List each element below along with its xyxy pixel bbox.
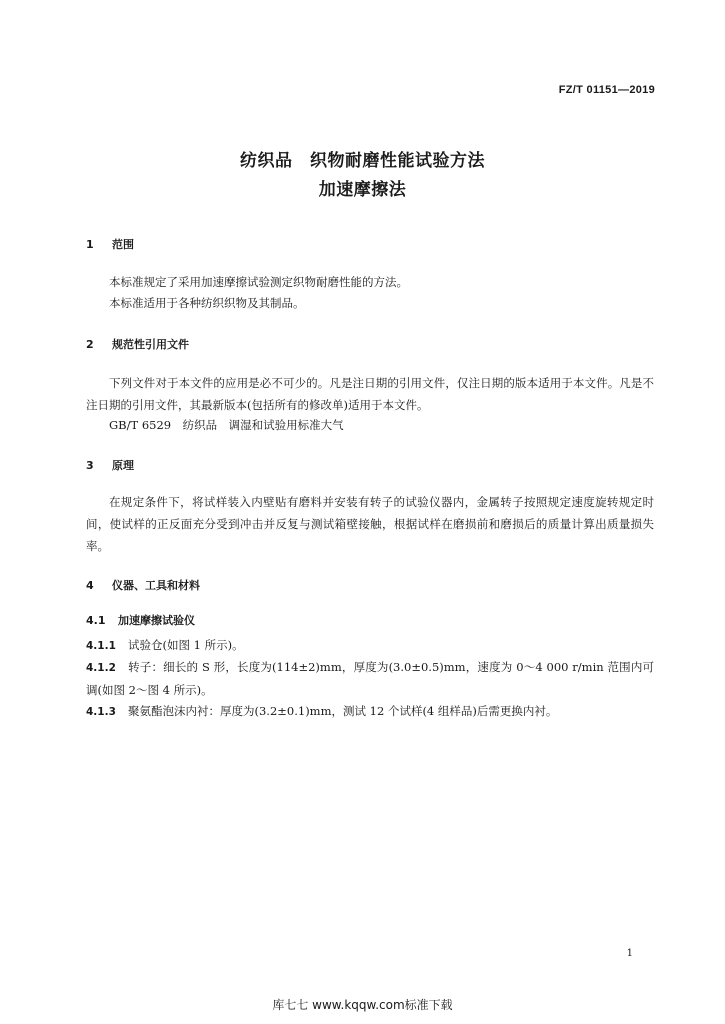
item-number: 4.1.2	[86, 662, 116, 674]
item-4-1-1	[86, 634, 654, 657]
section-title: 原理	[112, 459, 134, 472]
item-text: 试验仓(如图 1 所示)。	[128, 638, 244, 652]
section-title: 范围	[112, 238, 134, 251]
section-2-paragraph-1: 下列文件对于本文件的应用是必不可少的。凡是注日期的引用文件，仅注日期的版本适用于本文件。凡是不注日期的引用文件，其最新版本(包括所有的修改单)适用于本文件。	[86, 376, 654, 412]
section-title: 规范性引用文件	[112, 338, 189, 351]
item-4-1-3	[86, 700, 654, 723]
section-3-heading	[86, 457, 134, 473]
standard-code: FZ/T 01151—2019	[558, 84, 655, 96]
section-2-reference: GB/T 6529 纺织品 调湿和试验用标准大气	[109, 418, 344, 432]
item-number: 4.1.3	[86, 706, 116, 718]
section-number: 3	[86, 459, 94, 472]
page-number: 1	[626, 948, 633, 959]
section-title: 仪器、工具和材料	[112, 579, 200, 592]
item-4-1-2	[86, 656, 654, 701]
section-4-heading	[86, 577, 200, 593]
section-3-paragraph-1: 在规定条件下，将试样装入内壁贴有磨料并安装有转子的试验仪器内，金属转子按照规定速度旋转规定时间，使试样的正反面充分受到冲击并反复与测试箱壁接触，根据试样在磨损前和磨损后的质量计算出质量损失率。	[86, 495, 654, 553]
section-number: 1	[86, 238, 94, 251]
section-1-paragraph-1: 本标准规定了采用加速摩擦试验测定织物耐磨性能的方法。	[109, 275, 408, 289]
footer-source: 库七七 www.kqqw.com标准下载	[272, 998, 453, 1012]
item-number: 4.1.1	[86, 640, 116, 652]
section-1-paragraph-2: 本标准适用于各种纺织织物及其制品。	[109, 296, 305, 310]
item-text: 聚氨酯泡沫内衬：厚度为(3.2±0.1)mm，测试 12 个试样(4 组样品)后需更换内衬。	[128, 704, 558, 718]
title-line-2: 加速摩擦法	[318, 180, 407, 200]
section-number: 2	[86, 338, 94, 351]
section-title: 加速摩擦试验仪	[118, 614, 195, 627]
section-number: 4.1	[86, 614, 106, 627]
title-line-1: 纺织品 织物耐磨性能试验方法	[240, 151, 485, 171]
section-4-1-heading	[86, 612, 195, 628]
section-2-heading	[86, 336, 189, 352]
section-1-heading	[86, 236, 134, 252]
item-text: 转子：细长的 S 形，长度为(114±2)mm，厚度为(3.0±0.5)mm，速度为 0～4 000 r/min 范围内可调(如图 2～图 4 所示)。	[86, 660, 654, 697]
section-number: 4	[86, 579, 94, 592]
